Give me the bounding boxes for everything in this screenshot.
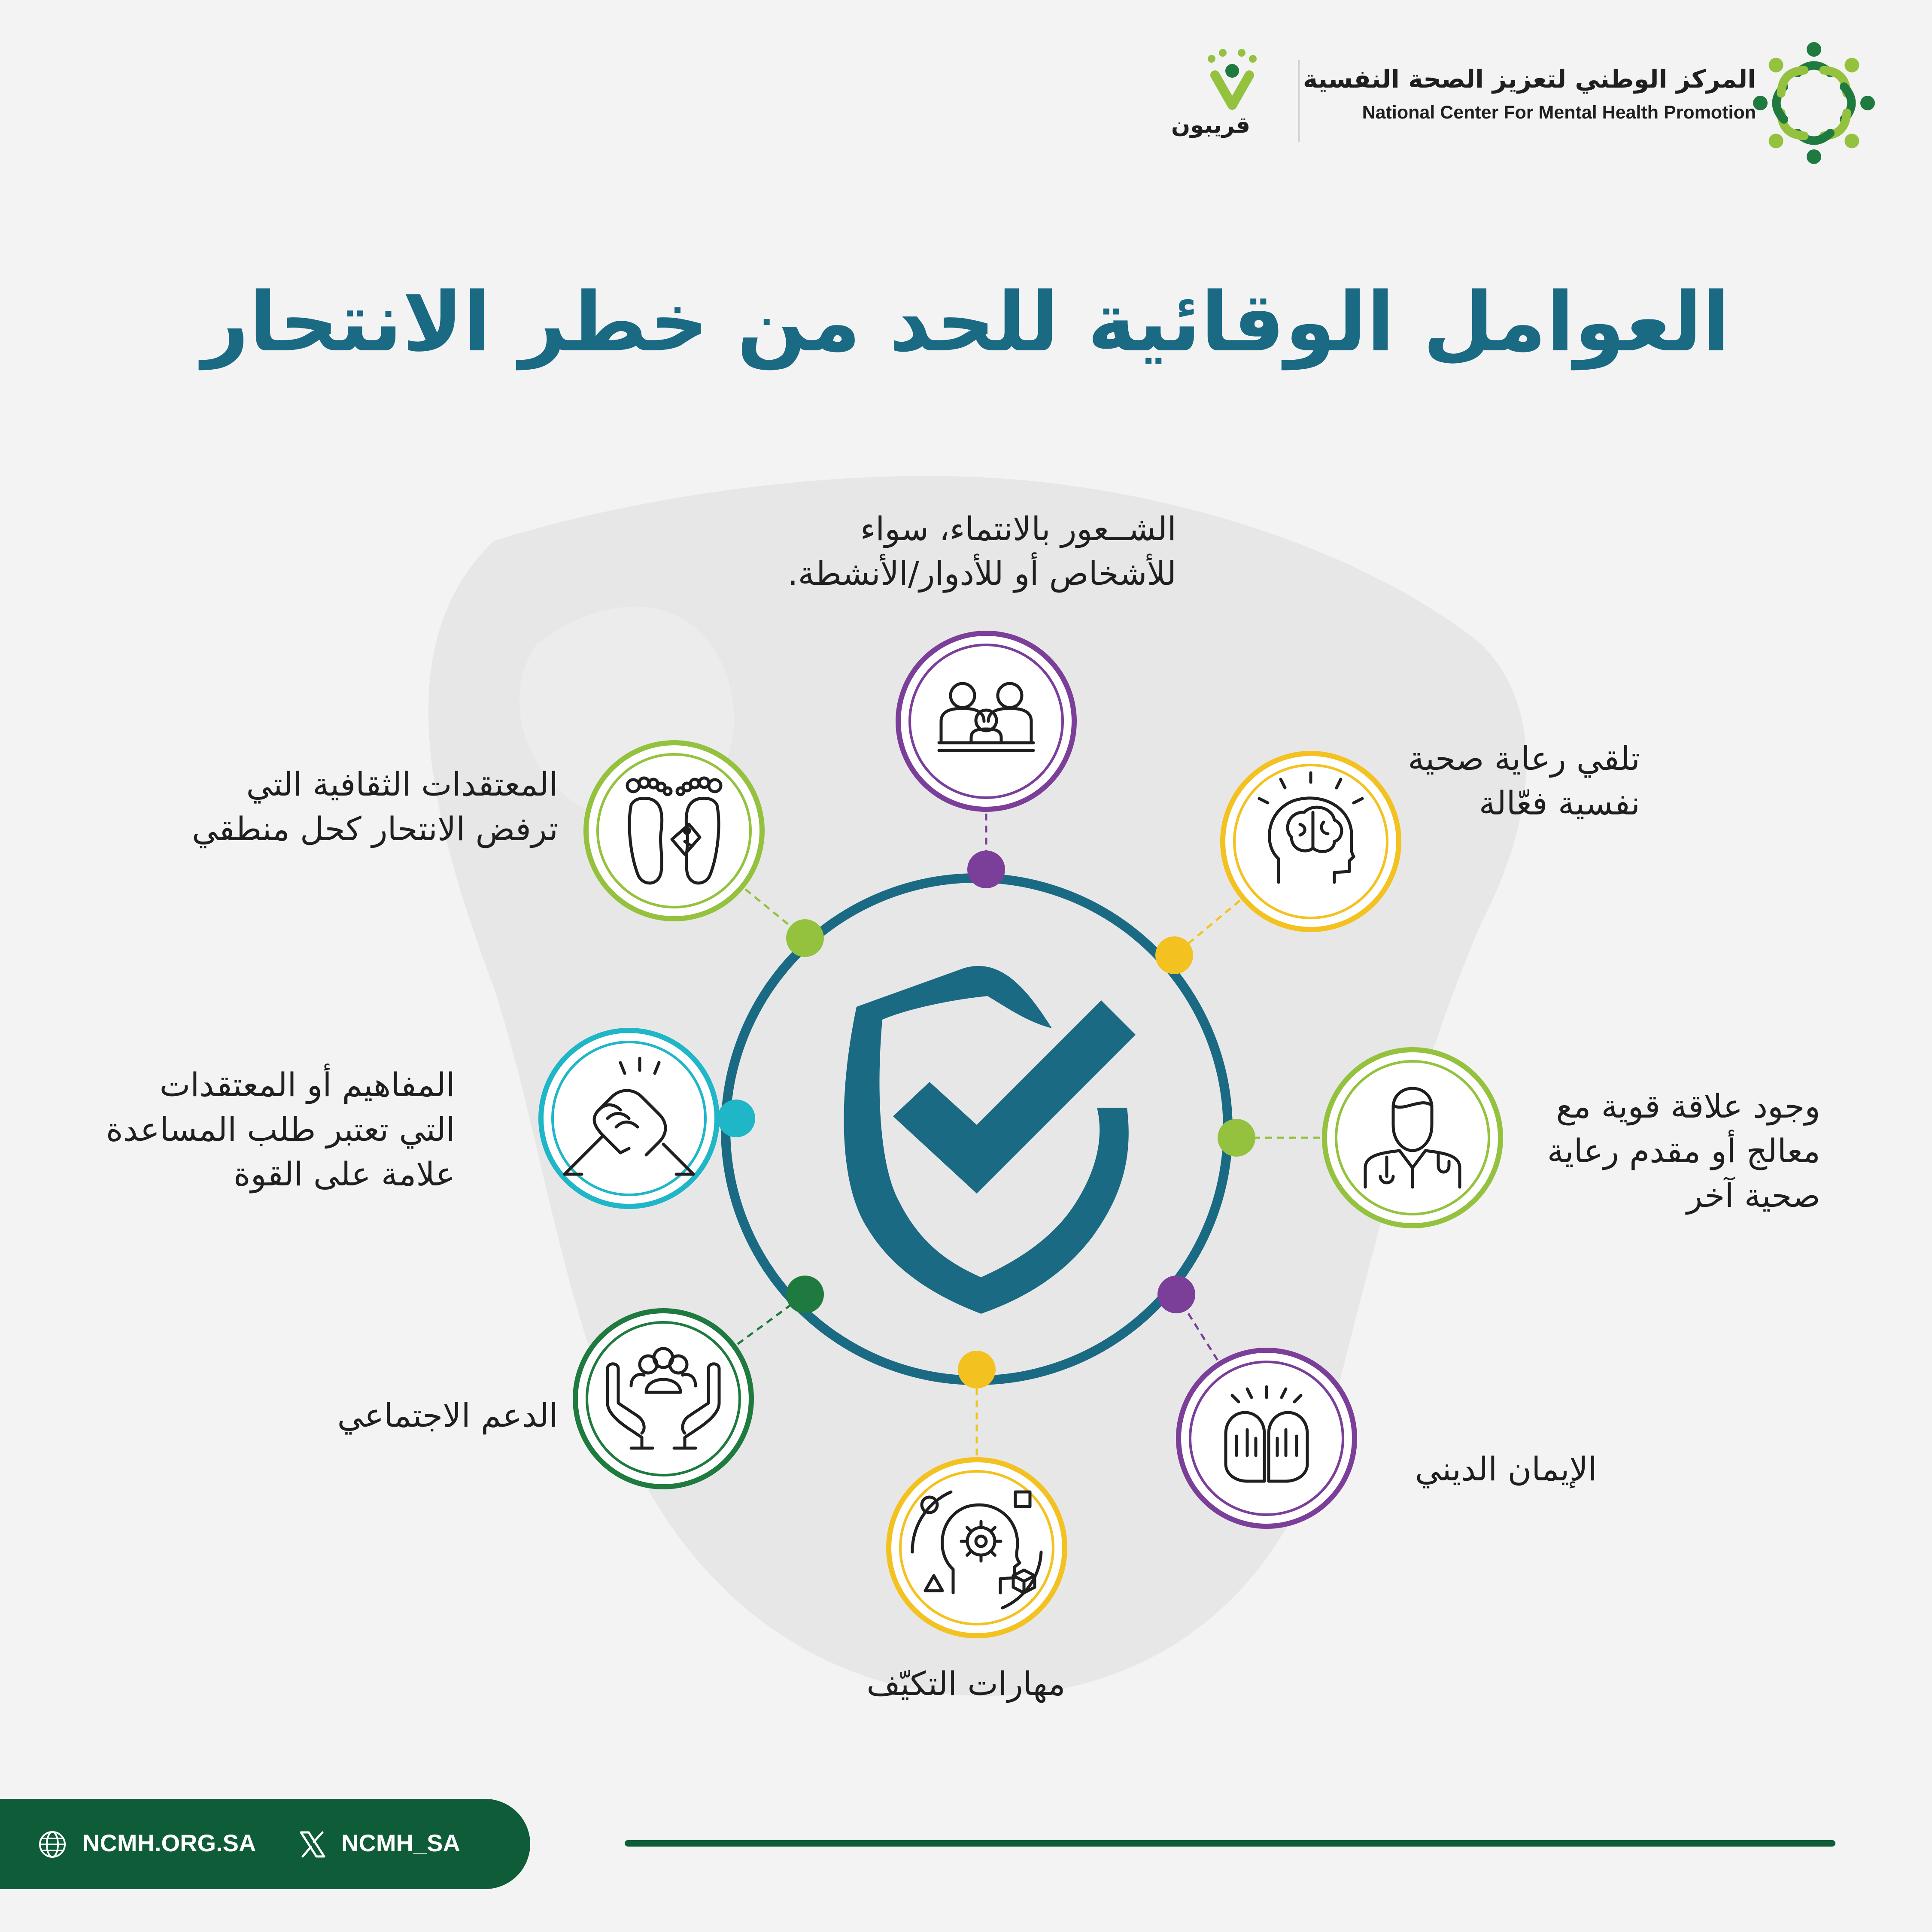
page-title: العوامل الوقائية للحد من خطر الانتحار xyxy=(202,275,1730,370)
connector-dot xyxy=(958,1351,996,1388)
factor-label-coping: مهارات التكيّف xyxy=(866,1665,1066,1703)
connector-dot xyxy=(786,1276,824,1313)
factor-label-help: المفاهيم أو المعتقدات التي تعتبر طلب المساعدة علامة على القوة xyxy=(106,1066,455,1193)
globe-icon xyxy=(38,1830,67,1859)
factor-badge-help xyxy=(541,1030,717,1206)
connector-dot xyxy=(1218,1119,1255,1157)
social-handle-link[interactable]: NCMH_SA xyxy=(341,1829,460,1856)
factor-label-social: الدعم الاجتماعي xyxy=(337,1396,558,1434)
factor-badge-culture xyxy=(586,743,762,919)
program-name: قريبون xyxy=(1171,112,1251,138)
factor-label-faith: الإيمان الديني xyxy=(1415,1450,1597,1488)
factor-label-culture: المعتقدات الثقافية التي ترفض الانتحار كحل منطقي xyxy=(191,765,558,848)
org-name-arabic: المركز الوطني لتعزيز الصحة النفسية xyxy=(1303,64,1756,94)
connector-dot xyxy=(717,1100,755,1137)
factor-badge-belonging xyxy=(898,633,1074,809)
factor-label-provider: وجود علاقة قوية مع معالج أو مقدم رعاية صحية آخر xyxy=(1547,1087,1820,1215)
connector-dot xyxy=(786,919,824,957)
factor-badge-provider xyxy=(1324,1050,1501,1226)
connector-dot xyxy=(1155,936,1193,974)
factor-badge-faith xyxy=(1179,1350,1355,1526)
website-link[interactable]: NCMH.ORG.SA xyxy=(82,1829,256,1856)
connector-dot xyxy=(1157,1276,1195,1313)
x-logo-icon xyxy=(298,1830,327,1859)
factor-label-care: تلقي رعاية صحية نفسية فعّالة xyxy=(1408,739,1640,822)
factor-badge-social xyxy=(575,1311,751,1487)
factor-badge-coping xyxy=(889,1460,1065,1636)
org-name-english: National Center For Mental Health Promotion xyxy=(1362,102,1756,123)
connector-dot xyxy=(967,851,1005,888)
footer-divider-line xyxy=(625,1840,1835,1847)
factor-label-belonging: الشــعور بالانتماء، سواء للأشخاص أو للأدوار/الأنشطة. xyxy=(787,510,1176,592)
ncmh-logo-icon xyxy=(1753,42,1875,164)
qaribun-logo-icon xyxy=(1208,49,1257,105)
